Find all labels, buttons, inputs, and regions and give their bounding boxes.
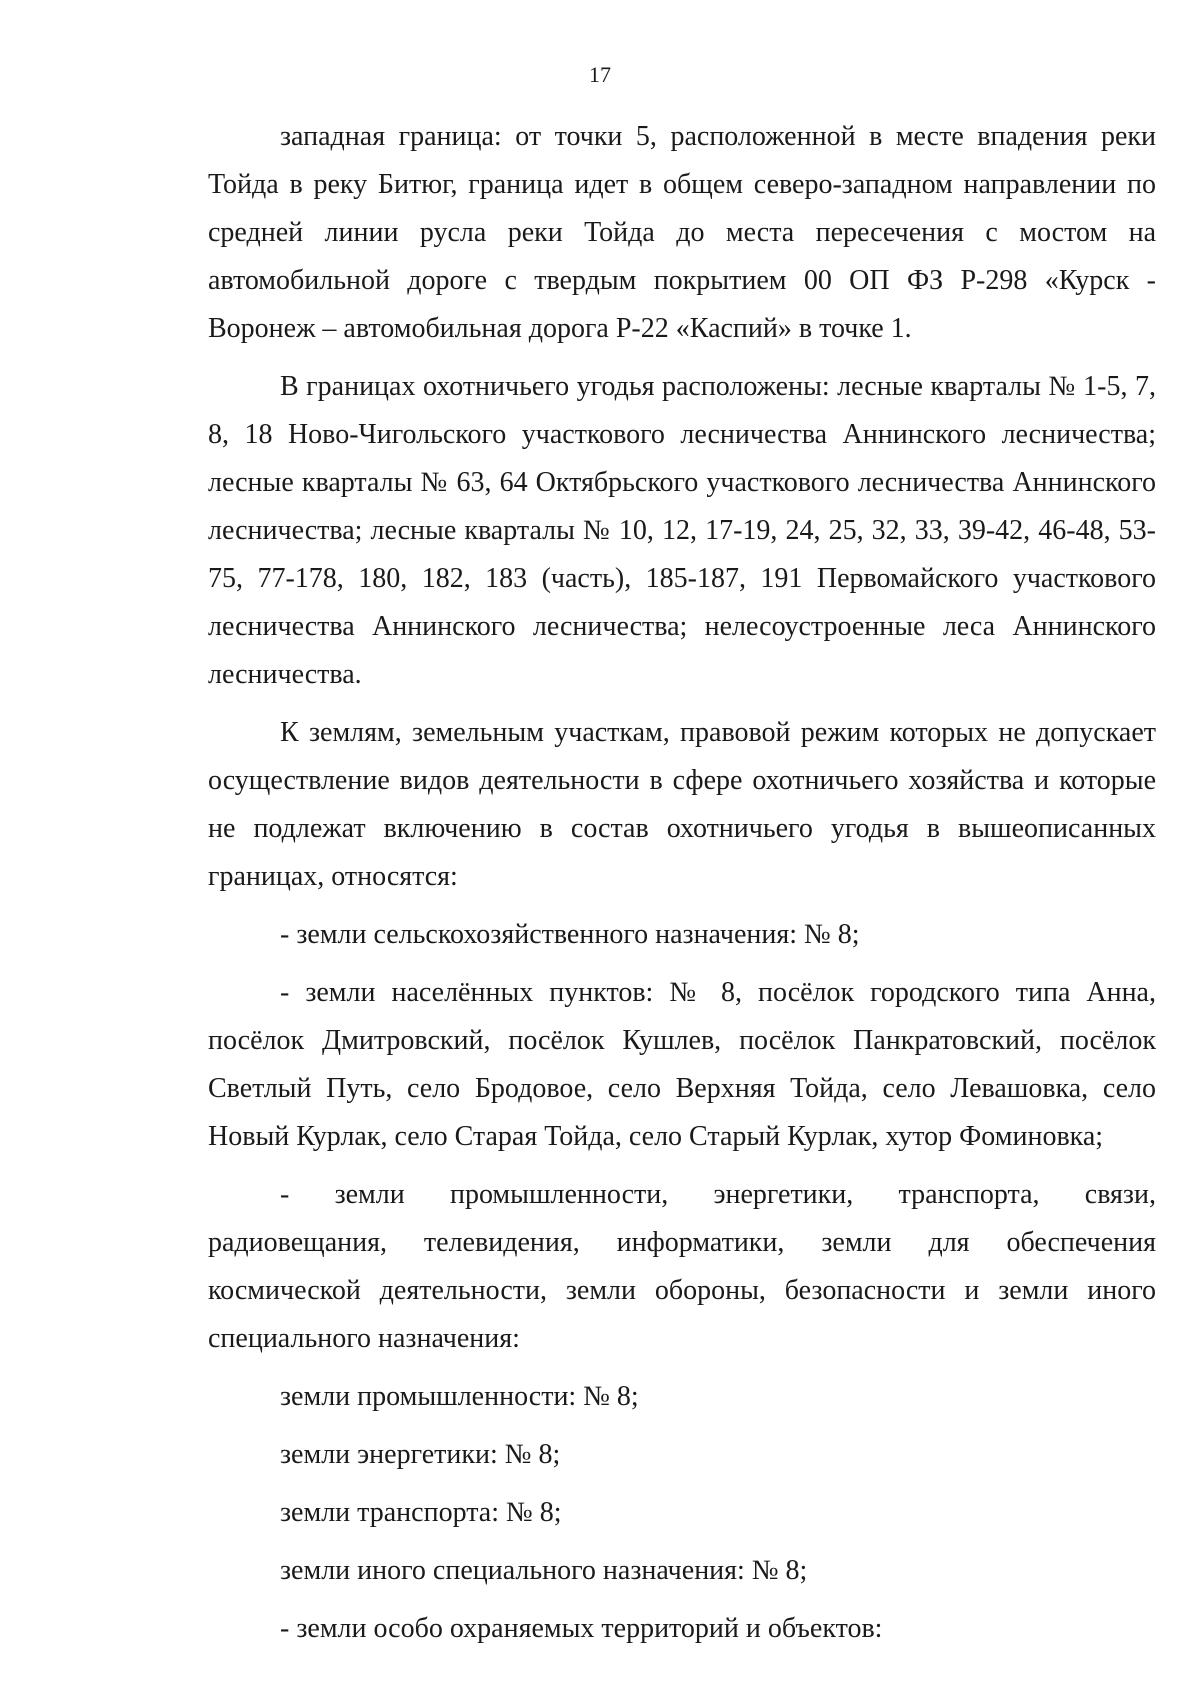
- list-item-transport-lands: земли транспорта: № 8;: [280, 1497, 562, 1528]
- list-item-industry-lands: земли промышленности: № 8;: [280, 1381, 639, 1412]
- list-item-settlement-lands: - земли населённых пунктов: № 8, посёлок городского типа Анна, посёлок Дмитровский, посёлок Кушлев, посёлок Панкратовский, посёлок Светлый Путь, село Бродовое, село Верхняя Тойда, село Левашовка, село Новый Курлак, село Старая Тойда, село Старый Курлак, хутор Фоминовка;: [208, 977, 1156, 1152]
- list-item-industry-lands-first-line: [208, 1171, 1156, 1219]
- paragraph-excluded-lands: К землям, земельным участкам, правовой режим которых не допускает осуществление видов деятельности в сфере охотничьего хозяйства и которые не подлежат включению в состав охотничьего угодья в вышеописанных границах, относятся:: [208, 717, 1156, 892]
- paragraph-forest-quarters: В границах охотничьего угодья расположены: лесные кварталы № 1-5, 7, 8, 18 Ново-Чигольского участкового лесничества Аннинского лесничества; лесные кварталы № 63, 64 Октябрьского участкового лесничества Аннинского лесничества; лесные кварталы № 10, 12, 17-19, 24, 25, 32, 33, 39-42, 46-48, 53-75, 77-178, 180, 182, 183 (часть), 185-187, 191 Первомайского участкового лесничества Аннинского лесничества; нелесоустроенные леса Аннинского лесничества.: [208, 371, 1156, 690]
- word: промышленности,: [449, 1179, 669, 1210]
- list-item-energy-lands: земли энергетики: № 8;: [280, 1439, 561, 1470]
- list-item-other-special-lands: земли иного специального назначения: № 8;: [280, 1555, 808, 1586]
- word: земли: [334, 1179, 405, 1210]
- word: связи,: [1084, 1179, 1156, 1210]
- word: -: [280, 1179, 290, 1210]
- word: энергетики,: [713, 1179, 854, 1210]
- list-item-protected-territories: - земли особо охраняемых территорий и объектов:: [280, 1613, 883, 1644]
- list-item-agricultural-lands: - земли сельскохозяйственного назначения: № 8;: [280, 919, 860, 950]
- paragraph-western-boundary: западная граница: от точки 5, расположенной в месте впадения реки Тойда в реку Битюг, граница идет в общем северо-западном направлении по средней линии русла реки Тойда до места пересечения с мостом на автомобильной дороге с твердым покрытием 00 ОП ФЗ Р-298 «Курск - Воронеж – автомобильная дорога Р-22 «Каспий» в точке 1.: [208, 121, 1156, 344]
- page-number: 17: [589, 62, 611, 87]
- word: транспорта,: [898, 1179, 1040, 1210]
- list-item-industry-lands-continuation: радиовещания, телевидения, информатики, земли для обеспечения космической деятельности, земли обороны, безопасности и земли иного специального назначения:: [208, 1227, 1156, 1354]
- document-body: [208, 113, 1156, 1653]
